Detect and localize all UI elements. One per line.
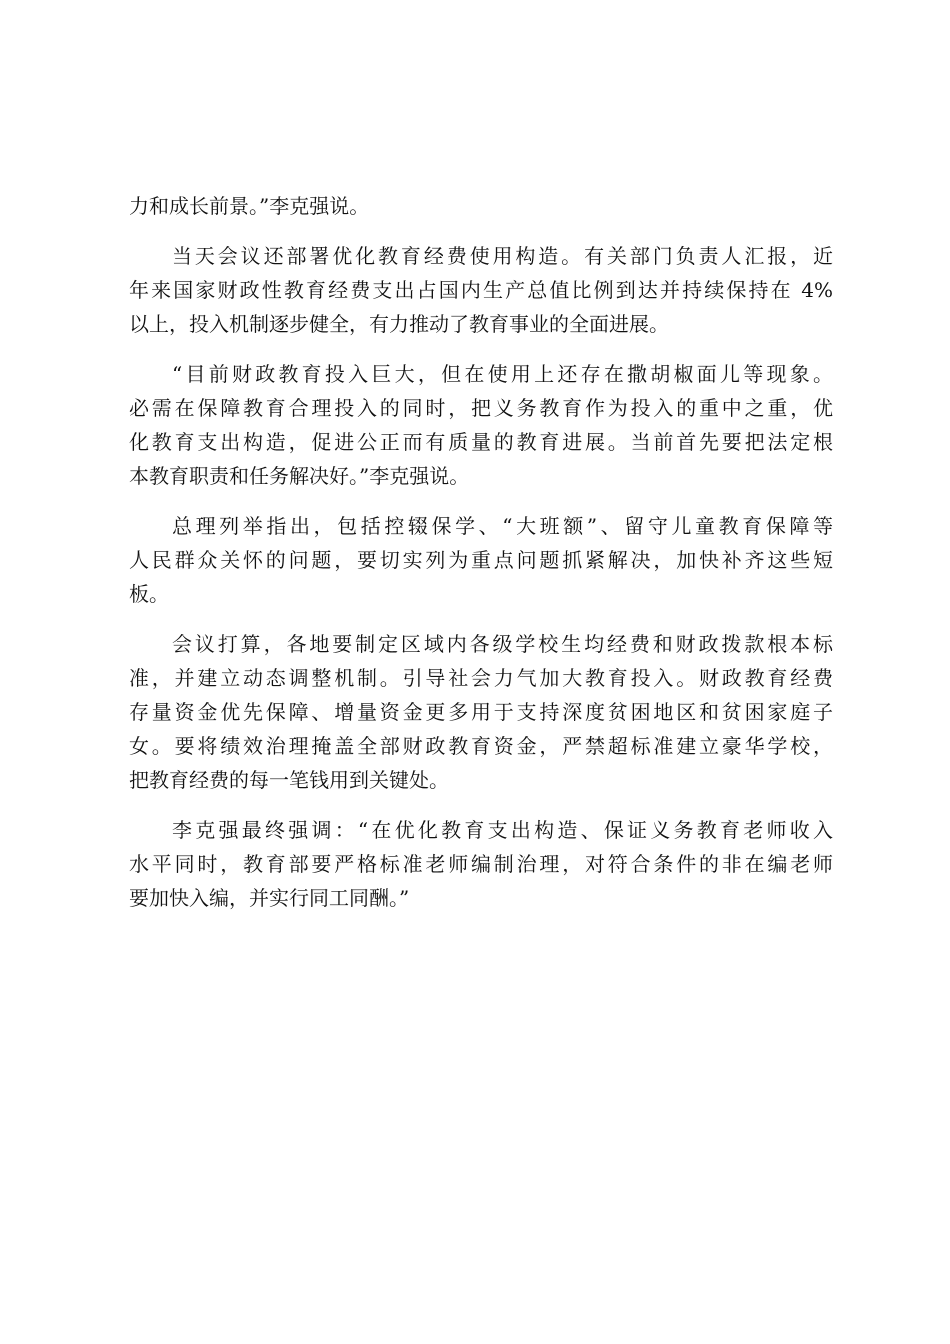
text-line: 板。 xyxy=(129,582,169,606)
text-line: 年来国家财政性教育经费支出占国内生产总值比例到达并持续保持在 4% xyxy=(129,278,833,302)
text-line: 要加快入编，并实行同工同酬。” xyxy=(129,886,410,910)
text-line: “目前财政教育投入巨大，但在使用上还存在撒胡椒面儿等现象。 xyxy=(172,362,833,386)
text-line: 总理列举指出，包括控辍保学、“大班额”、留守儿童教育保障等 xyxy=(172,514,833,538)
paragraph xyxy=(129,813,833,915)
paragraph xyxy=(129,239,833,341)
paragraph xyxy=(129,509,833,611)
text-line: 以上，投入机制逐步健全，有力推动了教育事业的全面进展。 xyxy=(129,312,669,336)
text-line: 会议打算，各地要制定区域内各级学校生均经费和财政拨款根本标 xyxy=(172,632,833,656)
text-line: 存量资金优先保障、增量资金更多用于支持深度贫困地区和贫困家庭子 xyxy=(129,700,833,724)
text-line: 李克强最终强调：“在优化教育支出构造、保证义务教育老师收入 xyxy=(172,818,833,842)
paragraph xyxy=(129,357,833,493)
text-line: 水平同时，教育部要严格标准老师编制治理，对符合条件的非在编老师 xyxy=(129,852,833,876)
text-line: 本教育职责和任务解决好。”李克强说。 xyxy=(129,464,470,488)
text-line: 女。要将绩效治理掩盖全部财政教育资金，严禁超标准建立豪华学校， xyxy=(129,734,833,758)
paragraph xyxy=(129,189,833,223)
text-line: 把教育经费的每一笔钱用到关键处。 xyxy=(129,768,449,792)
text-line: 人民群众关怀的问题，要切实列为重点问题抓紧解决，加快补齐这些短 xyxy=(129,548,833,572)
text-line: 准，并建立动态调整机制。引导社会力气加大教育投入。财政教育经费 xyxy=(129,666,833,690)
text-line: 当天会议还部署优化教育经费使用构造。有关部门负责人汇报，近 xyxy=(172,244,833,268)
text-line: 力和成长前景。”李克强说。 xyxy=(129,194,370,218)
document-body xyxy=(129,189,833,915)
paragraph xyxy=(129,627,833,797)
text-line: 化教育支出构造，促进公正而有质量的教育进展。当前首先要把法定根 xyxy=(129,430,833,454)
text-line: 必需在保障教育合理投入的同时，把义务教育作为投入的重中之重，优 xyxy=(129,396,833,420)
